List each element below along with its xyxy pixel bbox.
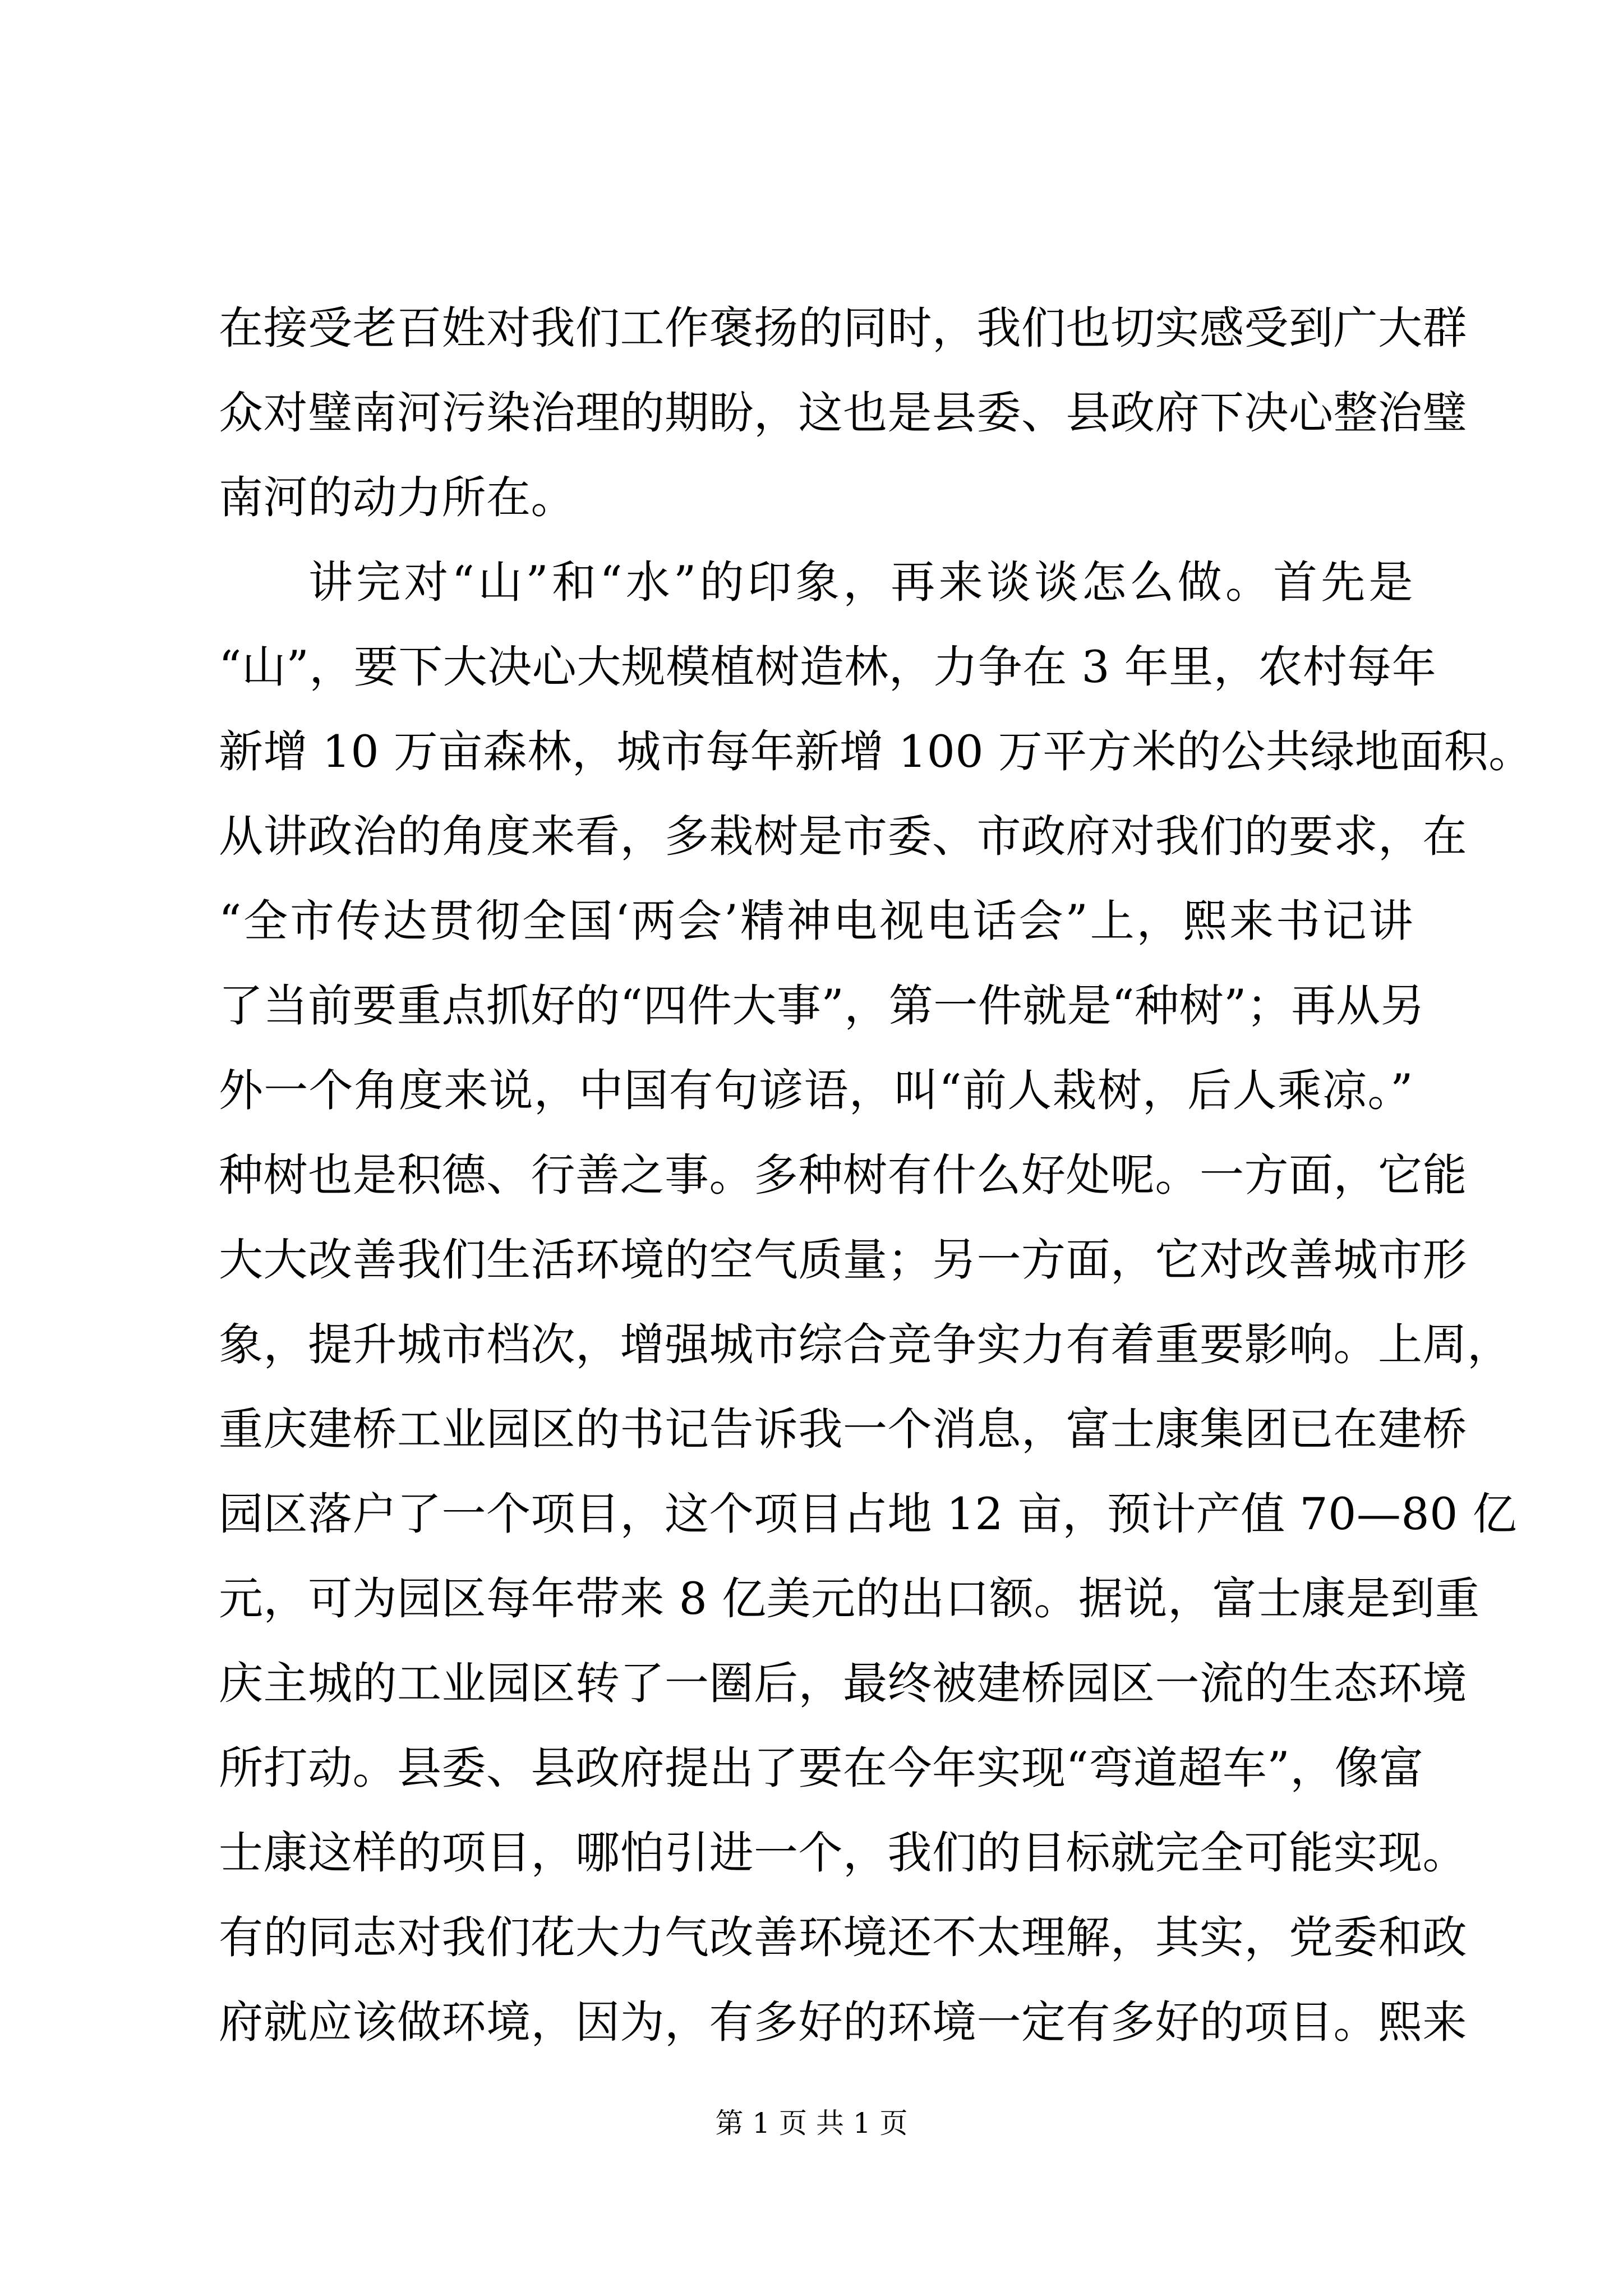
text-line: 士康这样的项目，哪怕引进一个，我们的目标就完全可能实现。 [219,1827,1467,1879]
text-line: 府就应该做环境，因为，有多好的环境一定有多好的项目。熙来 [219,1996,1467,2048]
text-line: 了当前要重点抓好的“四件大事”，第一件就是“种树”；再从另 [219,980,1426,1032]
text-line: 大大改善我们生活环境的空气质量；另一方面，它对改善城市形 [219,1234,1467,1286]
text-line: 重庆建桥工业园区的书记告诉我一个消息，富士康集团已在建桥 [219,1404,1467,1455]
text-line: 所打动。县委、县政府提出了要在今年实现“弯道超车”，像富 [219,1742,1424,1794]
paragraph-first-line: 讲完对“山”和“水”的印象，再来谈谈怎么做。首先是 [308,556,1413,608]
page-footer: 第 1 页 共 1 页 [715,2107,908,2139]
text-line: 新增 10 万亩森林，城市每年新增 100 万平方米的公共绿地面积。 [219,726,1533,777]
text-line: 外一个角度来说，中国有句谚语，叫“前人栽树，后人乘凉。” [219,1065,1413,1116]
text-line: 从讲政治的角度来看，多栽树是市委、市政府对我们的要求，在 [219,811,1467,862]
text-line: “全市传达贯彻全国‘两会’精神电视电话会”上，熙来书记讲 [219,895,1413,947]
text-line: 众对璧南河污染治理的期盼，这也是县委、县政府下决心整治璧 [219,387,1467,439]
text-line: 有的同志对我们花大力气改善环境还不太理解，其实，党委和政 [219,1912,1467,1963]
text-line: 象，提升城市档次，增强城市综合竞争实力有着重要影响。上周， [219,1319,1512,1370]
text-line: 南河的动力所在。 [219,472,575,523]
text-line: 种树也是积德、行善之事。多种树有什么好处呢。一方面，它能 [219,1149,1467,1201]
text-line: “山”，要下大决心大规模植树造林，力争在 3 年里，农村每年 [219,641,1437,693]
text-line: 园区落户了一个项目，这个项目占地 12 亩，预计产值 70—80 亿 [219,1488,1518,1540]
text-line: 元，可为园区每年带来 8 亿美元的出口额。据说，富士康是到重 [219,1573,1480,1625]
text-line: 在接受老百姓对我们工作褒扬的同时，我们也切实感受到广大群 [219,302,1467,354]
text-line: 庆主城的工业园区转了一圈后，最终被建桥园区一流的生态环境 [219,1658,1467,1709]
